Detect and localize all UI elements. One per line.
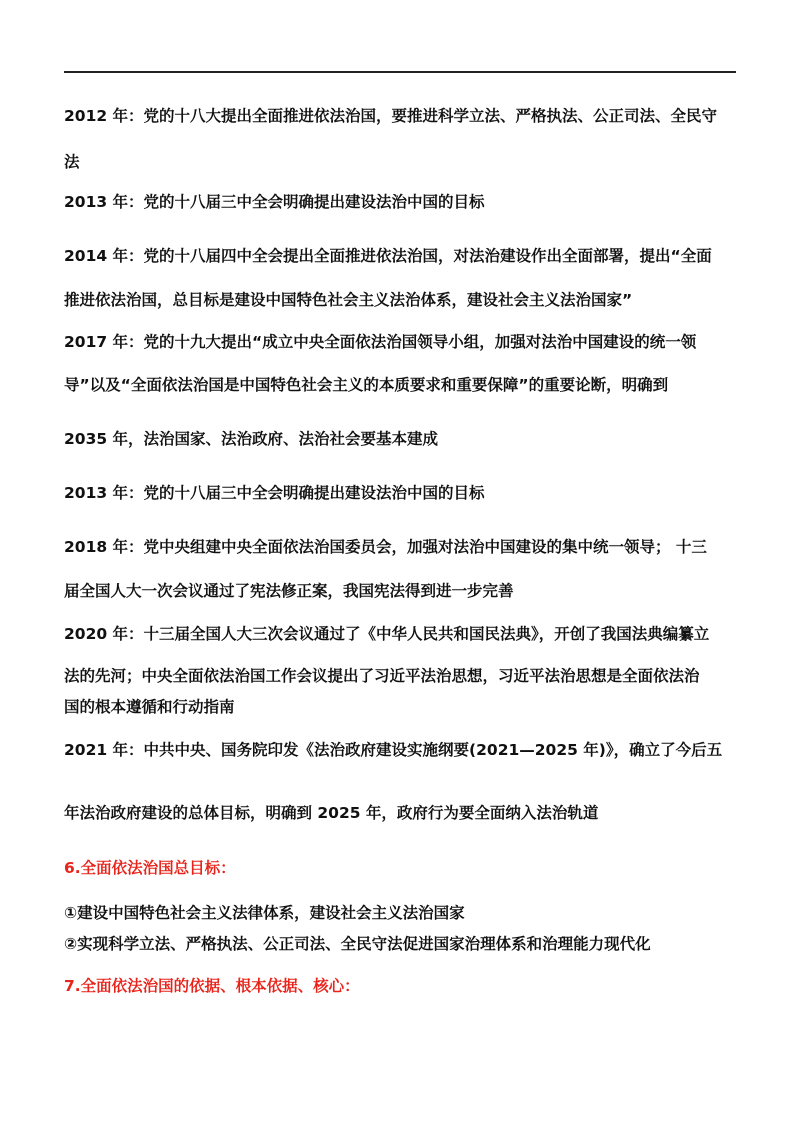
- text-line: 推进依法治国，总目标是建设中国特色社会主义法治体系，建设社会主义法治国家”: [64, 291, 633, 309]
- top-divider: [64, 71, 736, 73]
- section-heading: 7.全面依法治国的依据、根本依据、核心：: [64, 977, 360, 995]
- text-line: 2021 年：中共中央、国务院印发《法治政府建设实施纲要(2021—2025 年)》，确立了今后五: [64, 741, 723, 759]
- text-line: 2020 年：十三届全国人大三次会议通过了《中华人民共和国民法典》，开创了我国法典编纂立: [64, 625, 710, 643]
- text-line: 法的先河；中央全面依法治国工作会议提出了习近平法治思想，习近平法治思想是全面依法治: [64, 667, 700, 685]
- text-line: 2017 年：党的十九大提出“成立中央全面依法治国领导小组，加强对法治中国建设的统一领: [64, 333, 697, 351]
- section-heading: 6.全面依法治国总目标：: [64, 859, 236, 877]
- list-item: ②实现科学立法、严格执法、公正司法、全民守法促进国家治理体系和治理能力现代化: [64, 935, 651, 953]
- list-item: ①建设中国特色社会主义法律体系，建设社会主义法治国家: [64, 904, 465, 922]
- text-line: 国的根本遵循和行动指南: [64, 698, 235, 716]
- text-line: 2035 年，法治国家、法治政府、法治社会要基本建成: [64, 430, 439, 448]
- text-line: 导”以及“全面依法治国是中国特色社会主义的本质要求和重要保障”的重要论断，明确到: [64, 376, 669, 394]
- text-line: 2013 年：党的十八届三中全会明确提出建设法治中国的目标: [64, 484, 485, 502]
- text-line: 法: [64, 153, 80, 171]
- text-line: 2013 年：党的十八届三中全会明确提出建设法治中国的目标: [64, 193, 485, 211]
- text-line: 2012 年：党的十八大提出全面推进依法治国，要推进科学立法、严格执法、公正司法、全民守: [64, 107, 718, 125]
- text-line: 2018 年：党中央组建中央全面依法治国委员会，加强对法治中国建设的集中统一领导； 十三: [64, 538, 707, 556]
- text-line: 届全国人大一次会议通过了宪法修正案，我国宪法得到进一步完善: [64, 582, 514, 600]
- text-line: 年法治政府建设的总体目标，明确到 2025 年，政府行为要全面纳入法治轨道: [64, 804, 599, 822]
- text-line: 2014 年：党的十八届四中全会提出全面推进依法治国，对法治建设作出全面部署，提出“全面: [64, 247, 712, 265]
